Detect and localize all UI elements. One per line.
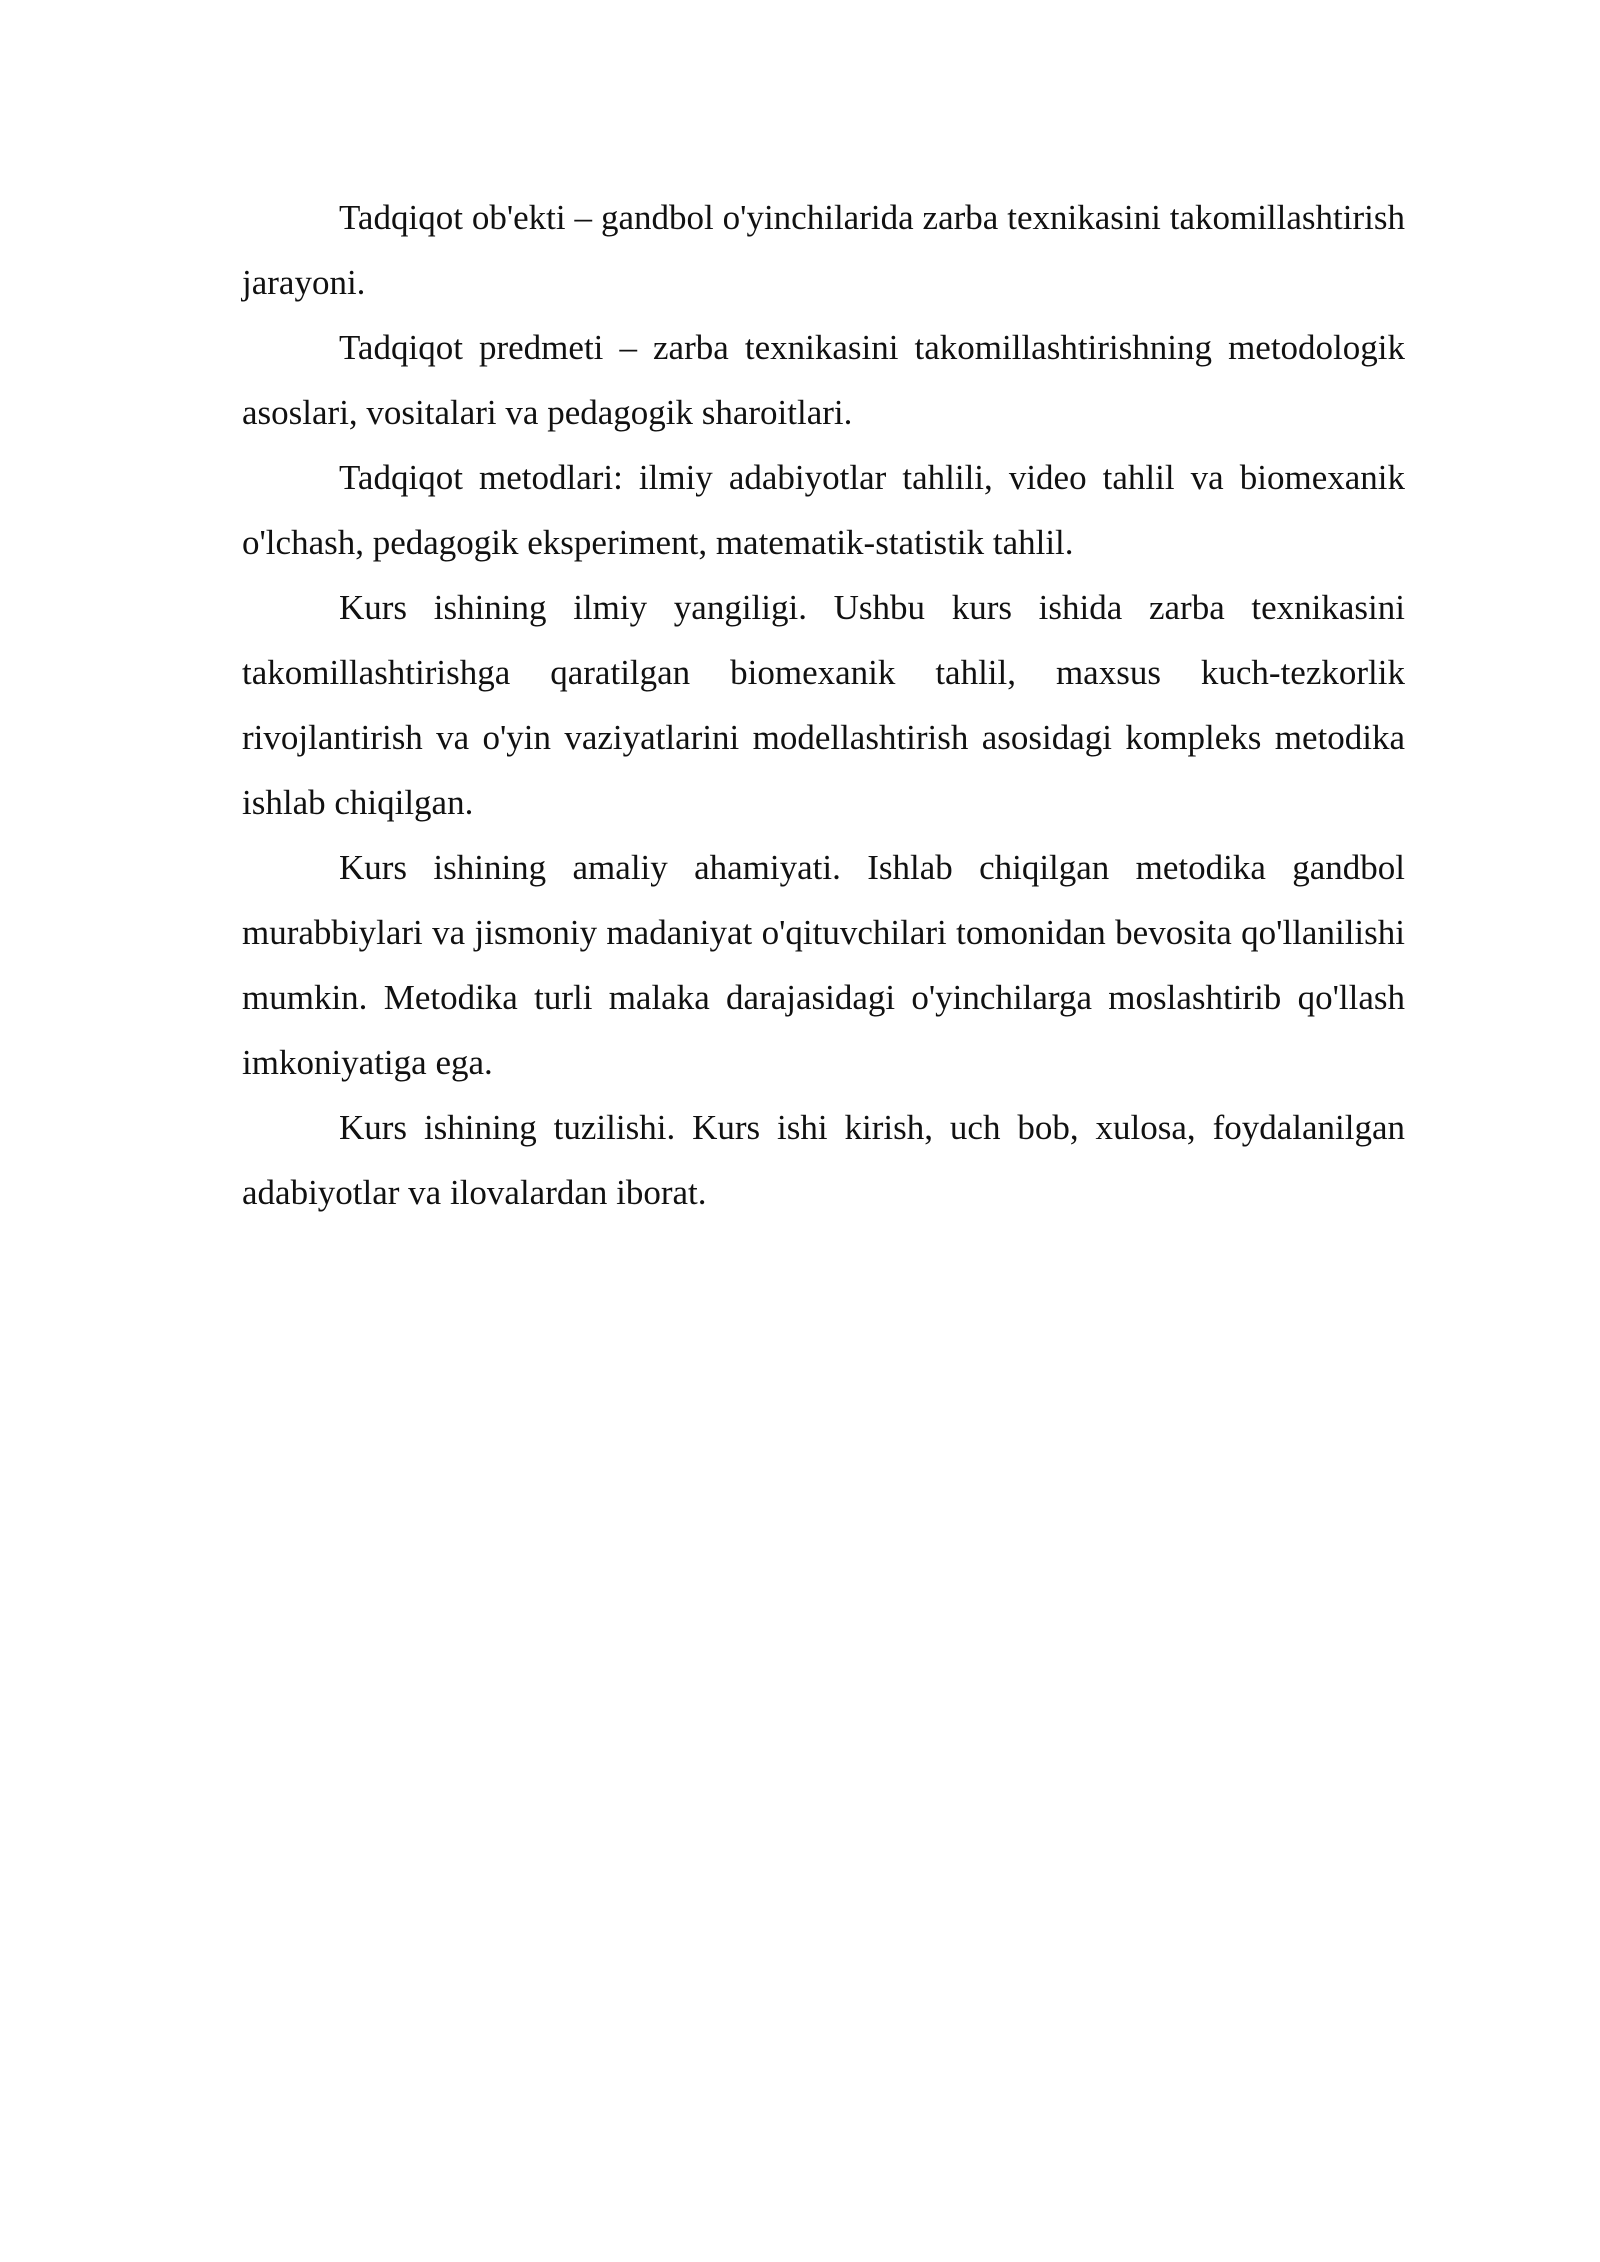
paragraph-structure: Kurs ishining tuzilishi. Kurs ishi kirish, uch bob, xulosa, foydalanilgan adabiyotlar va ilovalardan iborat. [242, 1108, 1405, 1212]
paragraph-scientific-novelty: Kurs ishining ilmiy yangiligi. Ushbu kurs ishida zarba texnikasini takomillashtirishga qaratilgan biomexanik tahlil, maxsus kuch-tezkorlik rivojlantirish va o'yin vaziyatlarini modellashtirish asosidagi kompleks metodika ishlab chiqilgan. [242, 588, 1405, 822]
body-text [242, 185, 1405, 1225]
paragraph-research-object: Tadqiqot ob'ekti – gandbol o'yinchilarida zarba texnikasini takomillashtirish jarayoni. [242, 198, 1405, 302]
paragraph-practical-significance: Kurs ishining amaliy ahamiyati. Ishlab chiqilgan metodika gandbol murabbiylari va jismoniy madaniyat o'qituvchilari tomonidan bevosita qo'llanilishi mumkin. Metodika turli malaka darajasidagi o'yinchilarga moslashtirib qo'llash imkoniyatiga ega. [242, 848, 1405, 1082]
paragraph-research-subject: Tadqiqot predmeti – zarba texnikasini takomillashtirishning metodologik asoslari, vositalari va pedagogik sharoitlari. [242, 328, 1405, 432]
paragraph-research-methods: Tadqiqot metodlari: ilmiy adabiyotlar tahlili, video tahlil va biomexanik o'lchash, pedagogik eksperiment, matematik-statistik tahlil. [242, 458, 1405, 562]
